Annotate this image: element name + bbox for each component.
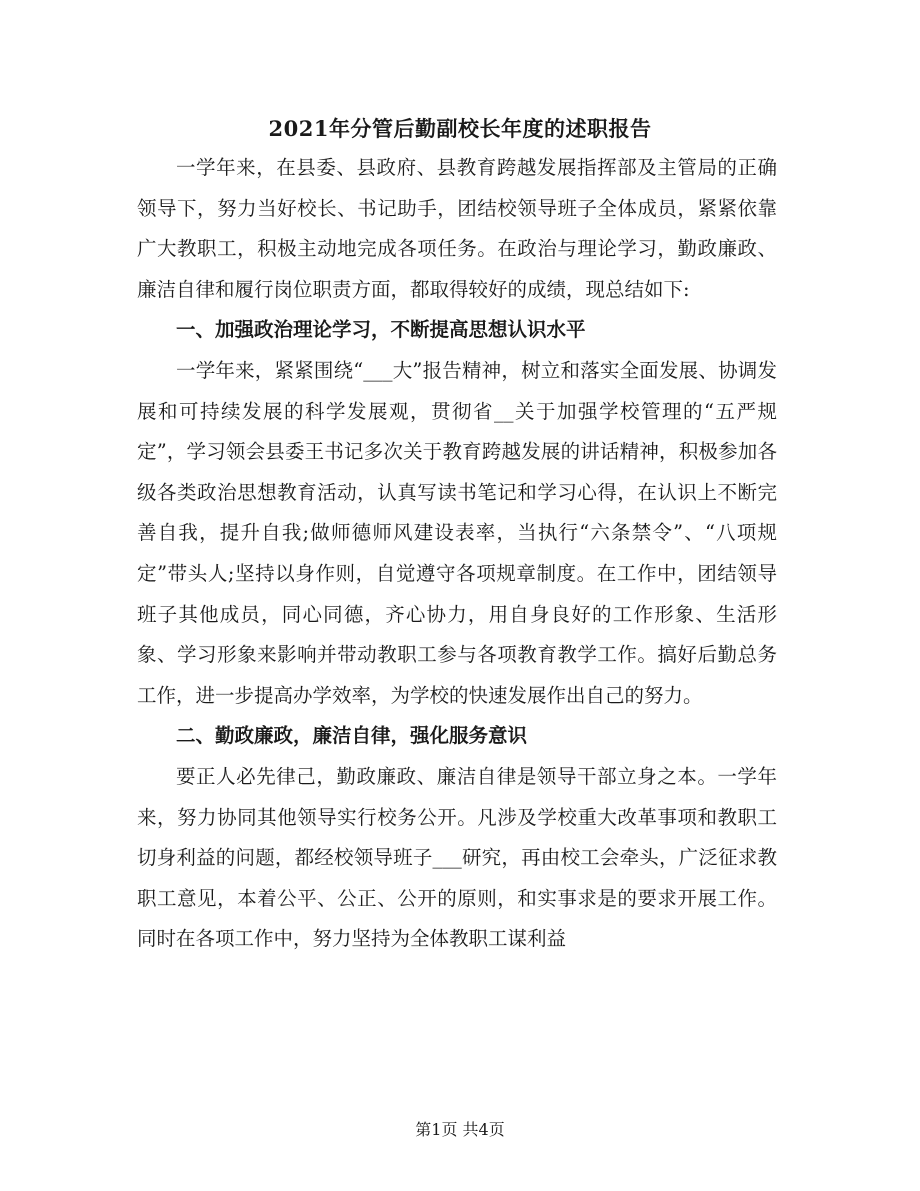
section-2-paragraph: 要正人必先律己，勤政廉政、廉洁自律是领导干部立身之本。一学年来，努力协同其他领导实行校务公开。凡涉及学校重大改革事项和教职工切身利益的问题，都经校领导班子___研究，再由校工会牵头，广泛征求教职工意见，本着公平、公正、公开的原则，和实事求是的要求开展工作。同时在各项工作中，努力坚持为全体教职工谋利益 [137, 764, 777, 951]
intro-paragraph: 一学年来，在县委、县政府、县教育跨越发展指挥部及主管局的正确领导下，努力当好校长、书记助手，团结校领导班子全体成员，紧紧依靠广大教职工，积极主动地完成各项任务。在政治与理论学习，勤政廉政、廉洁自律和履行岗位职责方面，都取得较好的成绩，现总结如下: [137, 156, 777, 301]
document-title: 2021年分管后勤副校长年度的述职报告 [268, 116, 652, 141]
section-heading-1: 一、加强政治理论学习，不断提高思想认识水平 [176, 318, 586, 342]
document-body [137, 148, 777, 960]
section-1-paragraph: 一学年来，紧紧围绕“___大”报告精神，树立和落实全面发展、协调发展和可持续发展的科学发展观，贯彻省__关于加强学校管理的“五严规定”，学习领会县委王书记多次关于教育跨越发展的讲话精神，积极参加各级各类政治思想教育活动，认真写读书笔记和学习心得，在认识上不断完善自我，提升自我;做师德师风建设表率，当执行“六条禁令”、“八项规定”带头人;坚持以身作则，自觉遵守各项规章制度。在工作中，团结领导班子其他成员，同心同德，齐心协力，用自身良好的工作形象、生活形象、学习形象来影响并带动教职工参与各项教育教学工作。搞好后勤总务工作，进一步提高办学效率，为学校的快速发展作出自己的努力。 [137, 358, 777, 707]
page-footer: 第1页 共4页 [415, 1120, 505, 1139]
section-heading-2: 二、勤政廉政，廉洁自律，强化服务意识 [176, 724, 528, 748]
